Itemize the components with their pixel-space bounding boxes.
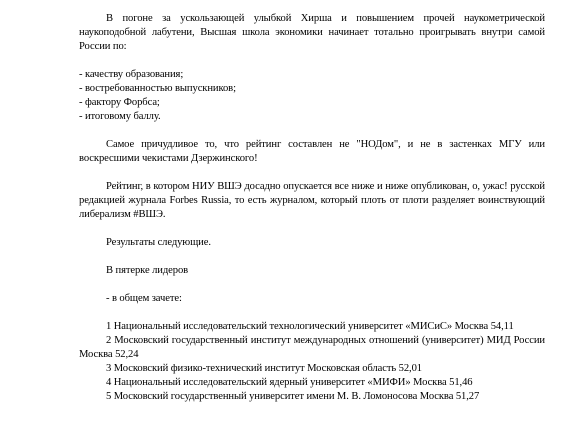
ranking-item-1: 1 Национальный исследовательский технологический университет «МИСиС» Москва 54,11 [106,321,514,332]
criteria-item-total: - итоговому баллу. [79,111,161,122]
ranking-item-2: 2 Московский государственный институт международных отношений (университет) МИД России Москва 52,24 [79,335,545,360]
criteria-item-demand: - востребованностью выпускников; [79,83,236,94]
nod-paragraph: Самое причудливое то, что рейтинг составлен не "НОДом", и не в застенках МГУ или воскресшими чекистами Дзержинского! [79,139,545,164]
rankings-list [79,320,545,404]
intro-paragraph: В погоне за ускользающей улыбкой Хирша и повышением прочей наукометрической наукоподобной лабутени, Высшая школа экономики начинает тотально проигрывать внутри самой России по: [79,13,545,52]
overall-heading: - в общем зачете: [106,293,182,304]
criteria-item-forbes: - фактору Форбса; [79,97,160,108]
leaders-heading: В пятерке лидеров [106,265,189,276]
criteria-list [79,68,545,124]
ranking-item-5: 5 Московский государственный университет имени М. В. Ломоносова Москва 51,27 [106,391,480,402]
ranking-item-4: 4 Национальный исследовательский ядерный университет «МИФИ» Москва 51,46 [106,377,473,388]
ranking-item-3: 3 Московский физико-технический институт Московская область 52,01 [106,363,422,374]
criteria-item-quality: - качеству образования; [79,69,184,80]
forbes-paragraph: Рейтинг, в котором НИУ ВШЭ досадно опускается все ниже и ниже опубликован, о, ужас! русской редакцией журнала Forbes Russia, то есть журналом, который плоть от плоти разделяет воинствующий либерализм #ВШЭ. [79,181,545,220]
results-heading: Результаты следующие. [106,237,211,248]
